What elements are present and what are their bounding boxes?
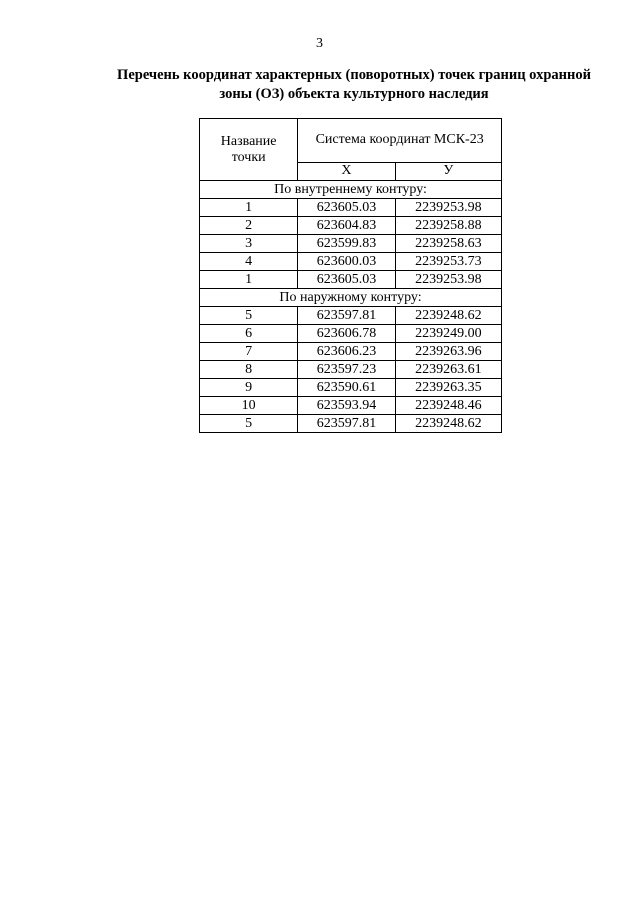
table-row: [200, 199, 502, 217]
y-coordinate-cell: 2239263.61: [395, 361, 501, 379]
table-row: [200, 415, 502, 433]
point-number-cell: 6: [200, 325, 298, 343]
point-name-header-line-2: точки: [231, 149, 266, 165]
x-coordinate-cell: 623606.23: [298, 343, 395, 361]
table-row: [200, 361, 502, 379]
page-number: 3: [316, 36, 323, 51]
x-coordinate-cell: 623597.81: [298, 307, 395, 325]
x-coordinate-cell: 623604.83: [298, 217, 395, 235]
y-coordinate-cell: 2239258.63: [395, 235, 501, 253]
point-number-cell: 8: [200, 361, 298, 379]
y-coordinate-cell: 2239253.73: [395, 253, 501, 271]
section-label: По внутреннему контуру:: [200, 181, 502, 199]
point-number-cell: 1: [200, 199, 298, 217]
x-coordinate-cell: 623605.03: [298, 271, 395, 289]
document-title-line-1: Перечень координат характерных (поворотных) точек границ охранной: [117, 67, 591, 83]
y-coordinate-cell: 2239248.62: [395, 415, 501, 433]
x-coordinate-cell: 623590.61: [298, 379, 395, 397]
point-number-cell: 1: [200, 271, 298, 289]
coordinate-system-header: Система координат МСК-23: [298, 119, 502, 163]
table-row: [200, 397, 502, 415]
point-name-header: [200, 119, 298, 181]
table-row: [200, 253, 502, 271]
x-coordinate-cell: 623597.23: [298, 361, 395, 379]
point-number-cell: 2: [200, 217, 298, 235]
x-coordinate-cell: 623593.94: [298, 397, 395, 415]
coordinates-table: [199, 118, 502, 433]
point-number-cell: 5: [200, 415, 298, 433]
y-coordinate-cell: 2239249.00: [395, 325, 501, 343]
section-label: По наружному контуру:: [200, 289, 502, 307]
x-coordinate-cell: 623606.78: [298, 325, 395, 343]
point-number-cell: 4: [200, 253, 298, 271]
y-coordinate-cell: 2239248.62: [395, 307, 501, 325]
y-coordinate-cell: 2239263.96: [395, 343, 501, 361]
section-row: [200, 289, 502, 307]
table-row: [200, 379, 502, 397]
table-row: [200, 307, 502, 325]
section-row: [200, 181, 502, 199]
point-name-header-line-1: Название: [220, 133, 277, 149]
y-coordinate-cell: 2239258.88: [395, 217, 501, 235]
document-title: [100, 66, 608, 104]
point-number-cell: 3: [200, 235, 298, 253]
x-coordinate-cell: 623597.81: [298, 415, 395, 433]
coordinates-table-body: [200, 181, 502, 433]
document-title-line-2: зоны (ОЗ) объекта культурного наследия: [219, 86, 489, 102]
table-row: [200, 343, 502, 361]
x-coordinate-cell: 623599.83: [298, 235, 395, 253]
table-row: [200, 217, 502, 235]
point-number-cell: 10: [200, 397, 298, 415]
x-coordinate-cell: 623605.03: [298, 199, 395, 217]
table-row: [200, 271, 502, 289]
table-row: [200, 325, 502, 343]
point-number-cell: 5: [200, 307, 298, 325]
y-coordinate-cell: 2239253.98: [395, 199, 501, 217]
x-coordinate-cell: 623600.03: [298, 253, 395, 271]
table-row: [200, 235, 502, 253]
y-coordinate-cell: 2239253.98: [395, 271, 501, 289]
point-number-cell: 9: [200, 379, 298, 397]
point-number-cell: 7: [200, 343, 298, 361]
y-coordinate-cell: 2239263.35: [395, 379, 501, 397]
y-coordinate-cell: 2239248.46: [395, 397, 501, 415]
y-column-header: У: [395, 162, 501, 180]
x-column-header: Х: [298, 162, 395, 180]
